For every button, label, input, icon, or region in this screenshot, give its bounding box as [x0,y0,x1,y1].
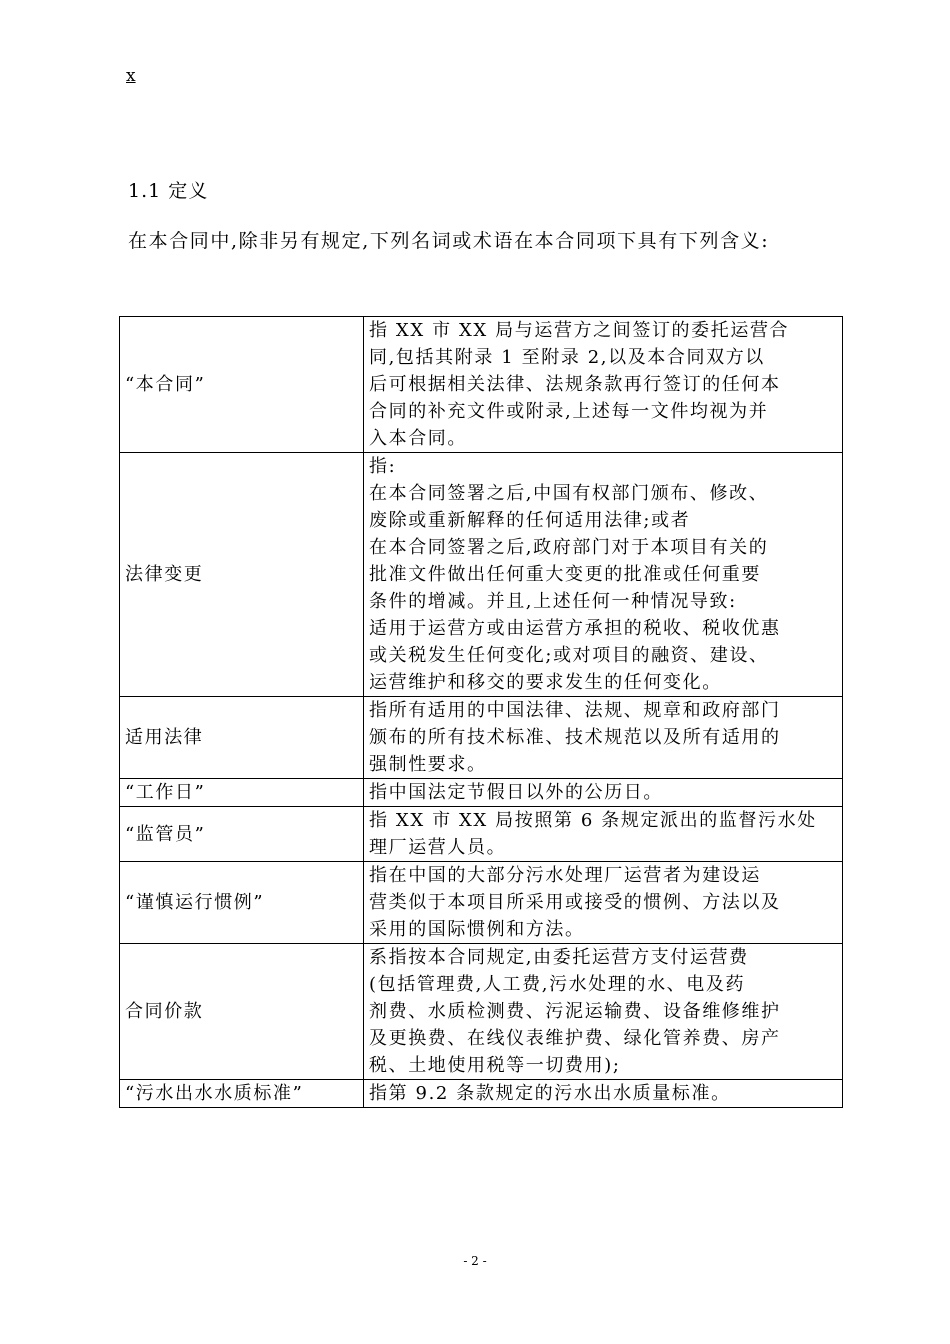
definition-term: “本合同” [120,317,364,453]
definition-text [364,317,843,453]
definition-line: 系指按本合同规定,由委托运营方支付运营费 [369,947,749,968]
definition-row [120,944,843,1080]
definition-line: 在本合同签署之后,政府部门对于本项目有关的 [369,537,769,558]
definition-term: “谨慎运行惯例” [120,862,364,944]
definition-line: 同,包括其附录 1 至附录 2,以及本合同双方以 [369,347,765,368]
definition-line: 后可根据相关法律、法规条款再行签订的任何本 [369,374,781,395]
definition-text [364,779,843,807]
definition-row [120,807,843,862]
definition-line: 指: [369,456,397,477]
definition-line: 指在中国的大部分污水处理厂运营者为建设运 [369,865,761,886]
definition-term: 法律变更 [120,453,364,697]
definition-term: “工作日” [120,779,364,807]
definition-line: 采用的国际惯例和方法。 [369,919,585,940]
definition-line: 运营维护和移交的要求发生的任何变化。 [369,672,722,693]
definition-line: 废除或重新解释的任何适用法律;或者 [369,510,691,531]
definition-row [120,862,843,944]
definition-line: (包括管理费,人工费,污水处理的水、电及药 [369,974,746,995]
page-number: - 2 - [463,1254,487,1268]
definition-line: 指所有适用的中国法律、法规、规章和政府部门 [369,700,781,721]
definition-line: 指第 9.2 条款规定的污水出水质量标准。 [369,1083,731,1104]
definitions-table [119,316,843,1108]
definition-line: 条件的增减。并且,上述任何一种情况导致: [369,591,737,612]
definition-term: 适用法律 [120,697,364,779]
definition-row [120,317,843,453]
definition-line: 或关税发生任何变化;或对项目的融资、建设、 [369,645,769,666]
definitions-table-body [120,317,843,1108]
definition-text [364,944,843,1080]
definition-line: 营类似于本项目所采用或接受的惯例、方法以及 [369,892,781,913]
definition-text [364,453,843,697]
definition-row [120,697,843,779]
definition-text [364,807,843,862]
definition-line: 理厂运营人员。 [369,837,507,858]
definition-row [120,1080,843,1108]
definition-line: 颁布的所有技术标准、技术规范以及所有适用的 [369,727,781,748]
definition-row [120,453,843,697]
definition-line: 在本合同签署之后,中国有权部门颁布、修改、 [369,483,769,504]
definition-row [120,779,843,807]
definition-line: 指 XX 市 XX 局与运营方之间签订的委托运营合 [369,320,790,341]
definition-line: 强制性要求。 [369,754,487,775]
definition-line: 适用于运营方或由运营方承担的税收、税收优惠 [369,618,781,639]
definition-line: 批准文件做出任何重大变更的批准或任何重要 [369,564,761,585]
definition-line: 指 XX 市 XX 局按照第 6 条规定派出的监督污水处 [369,810,817,831]
definition-line: 及更换费、在线仪表维护费、绿化管养费、房产 [369,1028,781,1049]
definition-line: 税、土地使用税等一切费用); [369,1055,621,1076]
definition-term: 合同价款 [120,944,364,1080]
section-intro: 在本合同中,除非另有规定,下列名词或术语在本合同项下具有下列含义: [128,230,770,252]
definition-term: “污水出水水质标准” [120,1080,364,1108]
definition-text [364,697,843,779]
definition-line: 合同的补充文件或附录,上述每一文件均视为并 [369,401,769,422]
section-title: 1.1 定义 [128,180,209,202]
definition-text [364,1080,843,1108]
definition-text [364,862,843,944]
header-mark: x [126,66,136,86]
definition-term: “监管员” [120,807,364,862]
definition-line: 指中国法定节假日以外的公历日。 [369,782,663,803]
definition-line: 入本合同。 [369,428,467,449]
definition-line: 剂费、水质检测费、污泥运输费、设备维修维护 [369,1001,781,1022]
